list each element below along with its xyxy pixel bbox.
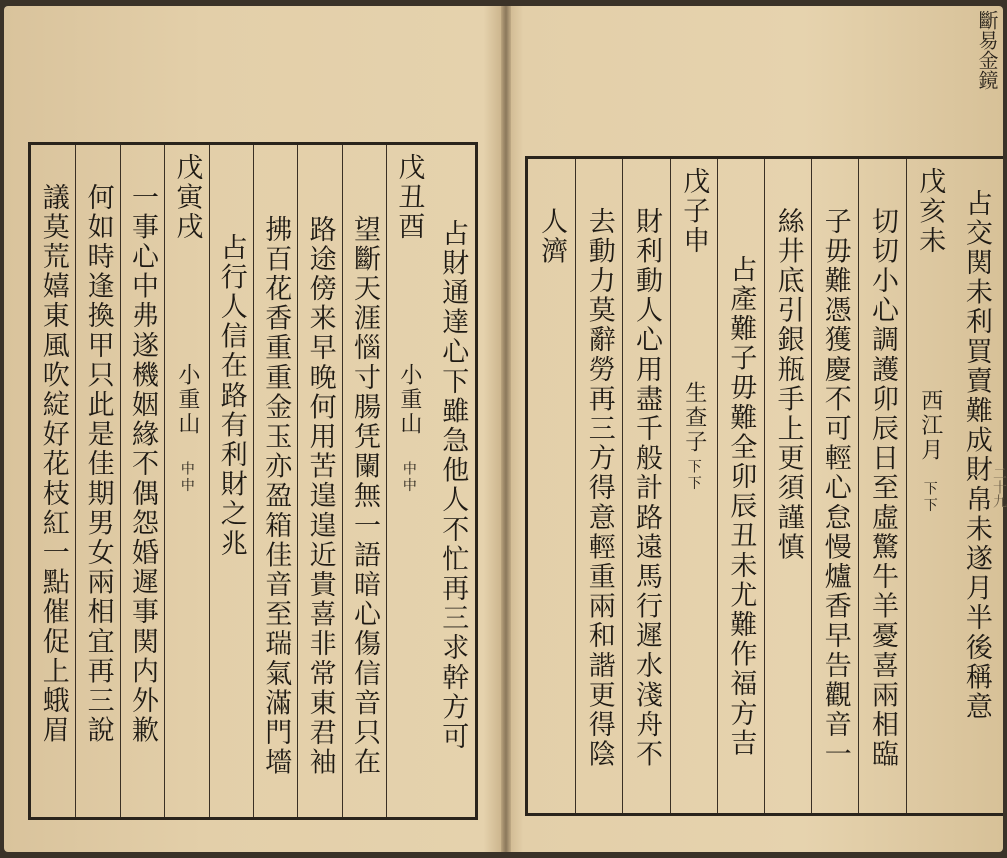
column-text: 小重山 <box>396 363 422 437</box>
text-column <box>75 145 119 817</box>
text-column <box>622 159 669 813</box>
text-column <box>164 145 208 817</box>
text-column <box>209 145 253 817</box>
column-text: 中中 <box>178 461 195 495</box>
text-column <box>297 145 341 817</box>
text-column <box>528 159 575 813</box>
text-column <box>431 145 475 817</box>
right-page <box>511 6 1007 852</box>
text-column <box>342 145 386 817</box>
column-text: 去動力莫辭勞再三方得意輕重兩和諧更得陰 <box>583 207 615 770</box>
left-text-frame <box>28 142 478 820</box>
text-column <box>386 145 430 817</box>
column-text: 中中 <box>400 461 417 495</box>
column-text: 子毋難憑獲慶不可輕心怠慢爐香早告觀音一 <box>819 207 851 770</box>
text-column <box>253 145 297 817</box>
column-text: 下下 <box>685 459 702 493</box>
text-column <box>858 159 905 813</box>
column-text: 財利動人心用盡千般計路遠馬行遲水淺舟不 <box>630 207 662 770</box>
column-text: 議莫荒嬉東風吹綻好花枝紅一點催促上蛾眉 <box>37 183 69 746</box>
open-book <box>4 6 1007 852</box>
column-text: 占行人信在路有利財之兆 <box>215 233 247 559</box>
column-text: 拂百花香重重金玉亦盈箱佳音至瑞氣滿門墻 <box>260 215 292 778</box>
text-column <box>906 159 953 813</box>
left-page <box>4 6 501 852</box>
right-text-frame <box>525 156 1003 816</box>
text-column <box>575 159 622 813</box>
text-column <box>764 159 811 813</box>
book-title-margin: 斷易金鏡 <box>975 10 999 90</box>
column-text: 生查子 <box>681 381 707 455</box>
column-text: 何如時逢換甲只此是佳期男女兩相宜再三說 <box>82 183 114 746</box>
column-text: 戊亥未 <box>914 167 946 256</box>
book-spine <box>501 6 511 852</box>
column-text: 路途傍来早晚何用苦遑遑近貴喜非常東君袖 <box>304 215 336 778</box>
column-text: 一事心中弗遂機姻緣不偶怨婚遲事関内外歉 <box>127 183 158 746</box>
column-text: 望斷天涯惱寸腸凭闌無一語暗心傷信音只在 <box>349 215 380 778</box>
text-column <box>811 159 858 813</box>
column-text: 占產難子毋難全卯辰丑未尤難作福方吉 <box>725 255 757 759</box>
column-text: 西江月 <box>917 389 943 463</box>
column-text: 戊子申 <box>678 167 710 256</box>
text-column <box>120 145 164 817</box>
folio-number: 二十九 <box>991 466 1007 508</box>
text-column <box>670 159 717 813</box>
column-text: 小重山 <box>174 363 200 437</box>
column-text: 戊丑酉 <box>393 153 425 242</box>
text-column <box>717 159 764 813</box>
column-text: 絲井底引銀瓶手上更須謹慎 <box>772 207 804 563</box>
column-text: 占財通達心下雖急他人不忙再三求幹方可 <box>437 219 469 752</box>
column-text: 占交関未利買賣難成財帛未遂月半後稱意 <box>960 189 992 722</box>
column-text: 切切小心調護卯辰日至虛驚牛羊憂喜兩相臨 <box>866 207 898 770</box>
column-text: 下下 <box>921 481 938 515</box>
column-text: 戊寅戌 <box>171 153 203 242</box>
text-column <box>31 145 75 817</box>
column-text: 人濟 <box>536 207 568 267</box>
